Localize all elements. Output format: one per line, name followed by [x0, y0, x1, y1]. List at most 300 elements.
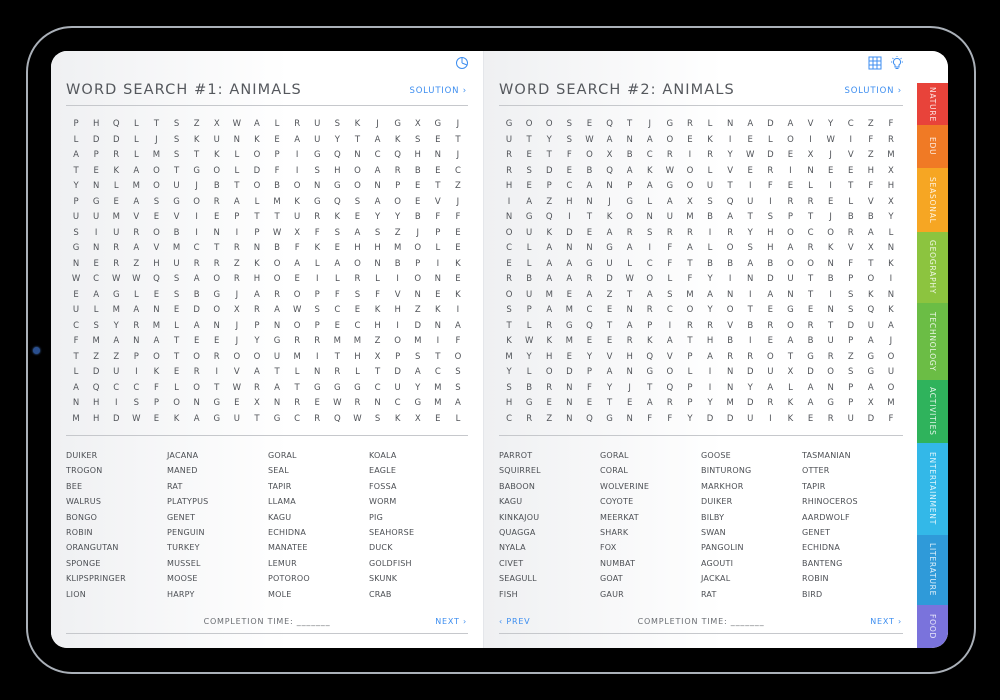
grid-letter[interactable]: T [455, 134, 461, 145]
grid-letter[interactable]: D [746, 367, 754, 377]
grid-letter[interactable]: N [586, 243, 593, 253]
grid-letter[interactable]: M [545, 289, 553, 300]
grid-letter[interactable]: G [606, 413, 613, 424]
grid-letter[interactable]: M [565, 336, 574, 346]
grid-letter[interactable]: K [888, 258, 894, 269]
grid-letter[interactable]: J [648, 119, 651, 129]
grid-letter[interactable]: I [315, 274, 319, 284]
grid-letter[interactable]: M [434, 382, 442, 393]
grid-letter[interactable]: N [726, 382, 734, 393]
grid-letter[interactable]: R [394, 165, 401, 176]
grid-letter[interactable]: H [253, 274, 261, 284]
grid-letter[interactable]: V [727, 165, 734, 176]
grid-letter[interactable]: O [213, 274, 221, 284]
grid-letter[interactable]: F [868, 134, 874, 145]
grid-letter[interactable]: Y [687, 413, 693, 424]
grid-letter[interactable]: I [235, 227, 239, 238]
grid-letter[interactable]: S [747, 243, 753, 253]
grid-letter[interactable]: G [173, 196, 180, 207]
grid-letter[interactable]: A [606, 134, 613, 145]
grid-letter[interactable]: T [274, 367, 280, 377]
grid-letter[interactable]: K [173, 413, 180, 424]
grid-letter[interactable]: W [665, 165, 675, 176]
grid-letter[interactable]: E [606, 305, 613, 315]
grid-letter[interactable]: N [566, 382, 573, 393]
grid-letter[interactable]: A [787, 336, 794, 346]
grid-letter[interactable]: L [174, 320, 179, 331]
grid-letter[interactable]: M [92, 336, 100, 346]
grid-letter[interactable]: E [334, 243, 341, 253]
grid-letter[interactable]: A [566, 258, 573, 269]
grid-letter[interactable]: H [354, 243, 361, 253]
grid-letter[interactable]: Z [867, 119, 874, 129]
grid-letter[interactable]: R [213, 258, 220, 269]
grid-letter[interactable]: F [586, 382, 592, 393]
grid-letter[interactable]: A [73, 382, 79, 393]
grid-letter[interactable]: R [133, 227, 140, 238]
next-button[interactable] [435, 617, 467, 626]
grid-letter[interactable]: N [566, 398, 573, 408]
grid-letter[interactable]: S [374, 413, 381, 424]
grid-letter[interactable]: E [435, 289, 441, 300]
grid-letter[interactable]: L [526, 320, 532, 331]
grid-letter[interactable]: Y [747, 382, 753, 393]
grid-letter[interactable]: I [708, 382, 712, 393]
grid-letter[interactable]: O [293, 181, 301, 191]
tab-nature[interactable] [917, 83, 948, 125]
grid-letter[interactable]: M [887, 398, 895, 408]
grid-letter[interactable]: S [506, 382, 512, 393]
grid-letter[interactable]: P [73, 196, 79, 207]
grid-letter[interactable]: E [566, 165, 573, 176]
grid-letter[interactable]: M [726, 398, 734, 408]
grid-letter[interactable]: M [505, 351, 513, 362]
grid-letter[interactable]: M [112, 212, 120, 222]
grid-letter[interactable]: T [807, 289, 814, 300]
grid-letter[interactable]: Z [113, 351, 120, 362]
grid-letter[interactable]: F [274, 165, 280, 176]
grid-letter[interactable]: L [435, 243, 441, 253]
grid-letter[interactable]: T [73, 165, 79, 176]
grid-letter[interactable]: O [646, 274, 654, 284]
grid-letter[interactable]: U [394, 382, 401, 393]
grid-letter[interactable]: I [708, 367, 712, 377]
grid-letter[interactable]: J [456, 196, 460, 207]
grid-letter[interactable]: Y [374, 212, 381, 222]
grid-letter[interactable]: E [415, 181, 421, 191]
grid-letter[interactable]: F [73, 336, 79, 346]
grid-letter[interactable]: R [314, 212, 321, 222]
grid-letter[interactable]: O [867, 274, 875, 284]
grid-letter[interactable]: L [526, 367, 532, 377]
grid-letter[interactable]: G [606, 243, 613, 253]
grid-letter[interactable]: Y [415, 382, 421, 393]
grid-letter[interactable]: R [827, 351, 834, 362]
grid-letter[interactable]: A [193, 413, 200, 424]
grid-letter[interactable]: A [546, 258, 553, 269]
grid-letter[interactable]: L [647, 196, 653, 207]
grid-letter[interactable]: A [93, 289, 100, 300]
grid-letter[interactable]: A [666, 336, 673, 346]
grid-letter[interactable]: A [193, 274, 200, 284]
grid-letter[interactable]: B [727, 336, 734, 346]
grid-letter[interactable]: S [133, 398, 140, 408]
grid-letter[interactable]: C [434, 367, 441, 377]
grid-letter[interactable]: C [454, 165, 461, 176]
grid-letter[interactable]: S [314, 305, 320, 315]
grid-letter[interactable]: K [455, 258, 461, 269]
grid-letter[interactable]: A [274, 382, 280, 393]
grid-letter[interactable]: S [455, 382, 461, 393]
grid-letter[interactable]: E [767, 336, 774, 346]
grid-letter[interactable]: B [173, 227, 180, 238]
grid-letter[interactable]: E [435, 134, 441, 145]
grid-letter[interactable]: O [253, 351, 261, 362]
grid-letter[interactable]: R [334, 367, 341, 377]
grid-letter[interactable]: T [526, 134, 532, 145]
grid-letter[interactable]: E [173, 367, 180, 377]
grid-letter[interactable]: N [505, 212, 513, 222]
grid-letter[interactable]: K [455, 289, 461, 300]
grid-letter[interactable]: D [193, 305, 200, 315]
grid-letter[interactable]: A [727, 212, 734, 222]
grid-letter[interactable]: Q [333, 413, 341, 424]
grid-letter[interactable]: S [767, 212, 774, 222]
grid-letter[interactable]: U [113, 367, 120, 377]
grid-letter[interactable]: P [546, 181, 552, 191]
grid-letter[interactable]: E [153, 413, 160, 424]
grid-letter[interactable]: G [867, 367, 875, 377]
grid-letter[interactable]: Z [455, 181, 461, 191]
grid-letter[interactable]: R [274, 289, 280, 300]
tab-edu[interactable] [917, 125, 948, 168]
grid-letter[interactable]: G [666, 181, 674, 191]
grid-letter[interactable]: R [506, 165, 512, 176]
grid-letter[interactable]: G [72, 243, 80, 253]
grid-letter[interactable]: T [868, 258, 874, 269]
grid-letter[interactable]: H [566, 196, 573, 207]
grid-letter[interactable]: R [233, 274, 240, 284]
grid-letter[interactable]: A [153, 336, 160, 346]
grid-letter[interactable]: R [807, 196, 814, 207]
grid-letter[interactable]: D [566, 227, 573, 238]
grid-letter[interactable]: K [294, 196, 300, 207]
grid-letter[interactable]: U [747, 196, 754, 207]
tab-entertainment[interactable] [917, 443, 948, 535]
grid-letter[interactable]: A [274, 305, 280, 315]
grid-letter[interactable]: R [546, 382, 553, 393]
grid-letter[interactable]: U [526, 227, 533, 238]
grid-letter[interactable]: S [848, 289, 854, 300]
grid-letter[interactable]: F [647, 413, 653, 424]
tab-seasonal[interactable] [917, 168, 948, 232]
grid-letter[interactable]: J [235, 289, 239, 300]
tab-food[interactable] [917, 605, 948, 648]
grid-letter[interactable]: K [153, 367, 160, 377]
grid-letter[interactable]: T [194, 150, 200, 160]
grid-letter[interactable]: B [767, 258, 774, 269]
grid-letter[interactable]: C [847, 119, 854, 129]
grid-letter[interactable]: S [173, 150, 180, 160]
grid-letter[interactable]: S [314, 165, 320, 176]
grid-letter[interactable]: O [686, 165, 694, 176]
grid-letter[interactable]: U [847, 413, 854, 424]
grid-letter[interactable]: V [434, 196, 441, 207]
grid-letter[interactable]: M [152, 150, 161, 160]
grid-letter[interactable]: X [787, 367, 794, 377]
grid-letter[interactable]: I [748, 181, 752, 191]
grid-letter[interactable]: P [234, 212, 240, 222]
grid-letter[interactable]: T [274, 212, 280, 222]
grid-letter[interactable]: N [72, 398, 80, 408]
tab-activities[interactable] [917, 380, 948, 443]
grid-letter[interactable]: N [626, 367, 633, 377]
grid-letter[interactable]: Q [606, 165, 613, 176]
grid-letter[interactable]: L [133, 134, 139, 145]
grid-letter[interactable]: E [787, 150, 794, 160]
grid-letter[interactable]: G [505, 119, 513, 129]
grid-letter[interactable]: L [133, 289, 139, 300]
grid-letter[interactable]: I [315, 351, 319, 362]
grid-letter[interactable]: Q [112, 119, 120, 129]
grid-letter[interactable]: O [827, 367, 834, 377]
grid-letter[interactable]: L [314, 258, 320, 269]
grid-letter[interactable]: G [273, 336, 281, 346]
grid-letter[interactable]: O [787, 258, 794, 269]
grid-letter[interactable]: T [606, 320, 613, 331]
grid-letter[interactable]: L [174, 382, 179, 393]
grid-letter[interactable]: D [706, 413, 714, 424]
grid-letter[interactable]: O [686, 181, 694, 191]
grid-letter[interactable]: S [506, 305, 512, 315]
grid-letter[interactable]: N [233, 134, 241, 145]
grid-letter[interactable]: E [586, 227, 593, 238]
grid-letter[interactable]: W [232, 382, 242, 393]
grid-letter[interactable]: A [767, 289, 774, 300]
grid-letter[interactable]: O [726, 243, 734, 253]
grid-letter[interactable]: A [707, 289, 713, 300]
grid-letter[interactable]: X [888, 165, 894, 176]
grid-letter[interactable]: G [586, 258, 593, 269]
grid-letter[interactable]: P [687, 382, 693, 393]
clock-pie-icon[interactable] [455, 56, 469, 70]
grid-letter[interactable]: H [546, 351, 553, 362]
grid-letter[interactable]: N [787, 289, 794, 300]
grid-letter[interactable]: A [626, 243, 633, 253]
grid-letter[interactable]: Y [526, 351, 532, 362]
grid-letter[interactable]: U [526, 289, 533, 300]
grid-letter[interactable]: S [455, 367, 461, 377]
grid-letter[interactable]: F [566, 150, 572, 160]
grid-letter[interactable]: R [707, 150, 713, 160]
grid-letter[interactable]: F [667, 413, 673, 424]
grid-letter[interactable]: E [334, 320, 341, 331]
grid-letter[interactable]: G [394, 119, 401, 129]
grid-letter[interactable]: R [767, 165, 774, 176]
grid-letter[interactable]: L [687, 367, 693, 377]
grid-letter[interactable]: A [566, 274, 573, 284]
grid-letter[interactable]: S [173, 274, 180, 284]
grid-letter[interactable]: T [354, 134, 361, 145]
grid-letter[interactable]: P [586, 367, 592, 377]
grid-letter[interactable]: O [726, 305, 734, 315]
grid-letter[interactable]: E [506, 258, 512, 269]
grid-letter[interactable]: E [354, 212, 361, 222]
grid-letter[interactable]: N [434, 150, 442, 160]
grid-letter[interactable]: H [374, 320, 381, 331]
grid-letter[interactable]: D [746, 398, 754, 408]
grid-letter[interactable]: N [213, 320, 220, 331]
grid-letter[interactable]: E [193, 336, 200, 346]
grid-letter[interactable]: W [71, 274, 81, 284]
grid-letter[interactable]: Q [333, 196, 341, 207]
grid-letter[interactable]: D [867, 413, 875, 424]
grid-letter[interactable]: O [887, 382, 895, 393]
grid-letter[interactable]: R [233, 243, 240, 253]
grid-letter[interactable]: Z [374, 336, 381, 346]
grid-letter[interactable]: B [274, 243, 280, 253]
grid-letter[interactable]: P [254, 320, 260, 331]
grid-letter[interactable]: T [254, 413, 260, 424]
grid-letter[interactable]: G [213, 398, 221, 408]
grid-letter[interactable]: K [394, 413, 401, 424]
grid-letter[interactable]: I [648, 243, 651, 253]
grid-letter[interactable]: A [294, 134, 301, 145]
grid-letter[interactable]: P [787, 212, 793, 222]
grid-letter[interactable]: Q [153, 274, 160, 284]
grid-letter[interactable]: S [566, 119, 573, 129]
grid-letter[interactable]: E [93, 165, 99, 176]
grid-letter[interactable]: W [585, 134, 594, 145]
grid-letter[interactable]: R [686, 227, 693, 238]
grid-letter[interactable]: L [274, 119, 280, 129]
grid-letter[interactable]: E [113, 196, 119, 207]
grid-letter[interactable]: G [334, 382, 341, 393]
grid-letter[interactable]: A [354, 227, 361, 238]
grid-letter[interactable]: H [354, 351, 361, 362]
grid-letter[interactable]: F [294, 243, 300, 253]
grid-letter[interactable]: V [727, 320, 734, 331]
grid-letter[interactable]: N [153, 305, 160, 315]
grid-letter[interactable]: T [294, 382, 300, 393]
grid-letter[interactable]: U [505, 134, 513, 145]
grid-letter[interactable]: I [396, 320, 399, 331]
grid-letter[interactable]: A [526, 196, 533, 207]
grid-letter[interactable]: R [887, 134, 894, 145]
grid-letter[interactable]: R [767, 320, 774, 331]
grid-letter[interactable]: A [133, 165, 140, 176]
grid-letter[interactable]: Y [254, 336, 260, 346]
grid-letter[interactable]: N [626, 305, 633, 315]
grid-letter[interactable]: L [627, 258, 633, 269]
grid-letter[interactable]: I [456, 305, 460, 315]
grid-letter[interactable]: D [112, 413, 120, 424]
grid-letter[interactable]: U [706, 181, 714, 191]
grid-letter[interactable]: Y [888, 212, 894, 222]
grid-letter[interactable]: H [334, 165, 341, 176]
grid-letter[interactable]: A [867, 382, 874, 393]
grid-letter[interactable]: R [354, 274, 361, 284]
grid-letter[interactable]: U [113, 227, 120, 238]
grid-letter[interactable]: N [434, 320, 442, 331]
grid-letter[interactable]: O [394, 336, 401, 346]
grid-letter[interactable]: R [506, 274, 512, 284]
grid-letter[interactable]: E [435, 165, 441, 176]
grid-letter[interactable]: U [767, 367, 774, 377]
grid-letter[interactable]: I [748, 336, 752, 346]
grid-letter[interactable]: I [295, 150, 299, 160]
grid-letter[interactable]: A [626, 320, 633, 331]
grid-letter[interactable]: N [827, 382, 834, 393]
grid-letter[interactable]: M [72, 413, 80, 424]
grid-letter[interactable]: E [73, 289, 79, 300]
grid-letter[interactable]: M [273, 196, 281, 207]
grid-letter[interactable]: K [254, 258, 260, 269]
grid-letter[interactable]: P [848, 274, 854, 284]
grid-letter[interactable]: C [506, 243, 513, 253]
grid-letter[interactable]: L [254, 196, 260, 207]
grid-letter[interactable]: O [505, 289, 513, 300]
grid-letter[interactable]: A [787, 243, 794, 253]
grid-letter[interactable]: A [254, 119, 260, 129]
grid-letter[interactable]: T [173, 165, 180, 176]
grid-letter[interactable]: E [526, 181, 532, 191]
grid-letter[interactable]: E [827, 165, 834, 176]
grid-letter[interactable]: X [294, 227, 301, 238]
grid-letter[interactable]: M [152, 320, 161, 331]
grid-letter[interactable]: F [888, 413, 894, 424]
grid-letter[interactable]: E [214, 212, 220, 222]
grid-letter[interactable]: M [353, 336, 362, 346]
grid-letter[interactable]: O [153, 165, 160, 176]
grid-letter[interactable]: O [766, 351, 774, 362]
grid-letter[interactable]: Z [193, 119, 200, 129]
grid-letter[interactable]: H [92, 413, 100, 424]
grid-letter[interactable]: I [688, 150, 692, 160]
grid-letter[interactable]: E [626, 398, 633, 408]
grid-letter[interactable]: E [787, 181, 794, 191]
grid-letter[interactable]: B [586, 165, 593, 176]
grid-letter[interactable]: O [454, 351, 462, 362]
grid-letter[interactable]: R [686, 119, 693, 129]
grid-letter[interactable]: I [769, 413, 772, 424]
grid-letter[interactable]: S [354, 196, 361, 207]
grid-letter[interactable]: C [374, 382, 381, 393]
grid-letter[interactable]: N [586, 196, 593, 207]
grid-letter[interactable]: N [726, 367, 734, 377]
grid-letter[interactable]: B [727, 258, 734, 269]
grid-letter[interactable]: L [848, 196, 854, 207]
grid-letter[interactable]: B [707, 212, 713, 222]
grid-letter[interactable]: E [767, 305, 774, 315]
grid-letter[interactable]: R [314, 413, 321, 424]
grid-letter[interactable]: N [827, 305, 834, 315]
grid-letter[interactable]: Y [828, 119, 834, 129]
grid-letter[interactable]: E [747, 134, 753, 145]
grid-letter[interactable]: R [133, 320, 140, 331]
grid-letter[interactable]: W [112, 274, 121, 284]
grid-letter[interactable]: I [507, 196, 511, 207]
grid-letter[interactable]: O [193, 351, 200, 362]
grid-letter[interactable]: N [887, 289, 895, 300]
grid-letter[interactable]: N [72, 258, 80, 269]
grid-letter[interactable]: T [374, 367, 381, 377]
grid-letter[interactable]: S [848, 367, 854, 377]
grid-letter[interactable]: E [354, 305, 361, 315]
grid-letter[interactable]: N [606, 181, 613, 191]
grid-letter[interactable]: V [173, 212, 180, 222]
grid-letter[interactable]: Q [586, 320, 593, 331]
